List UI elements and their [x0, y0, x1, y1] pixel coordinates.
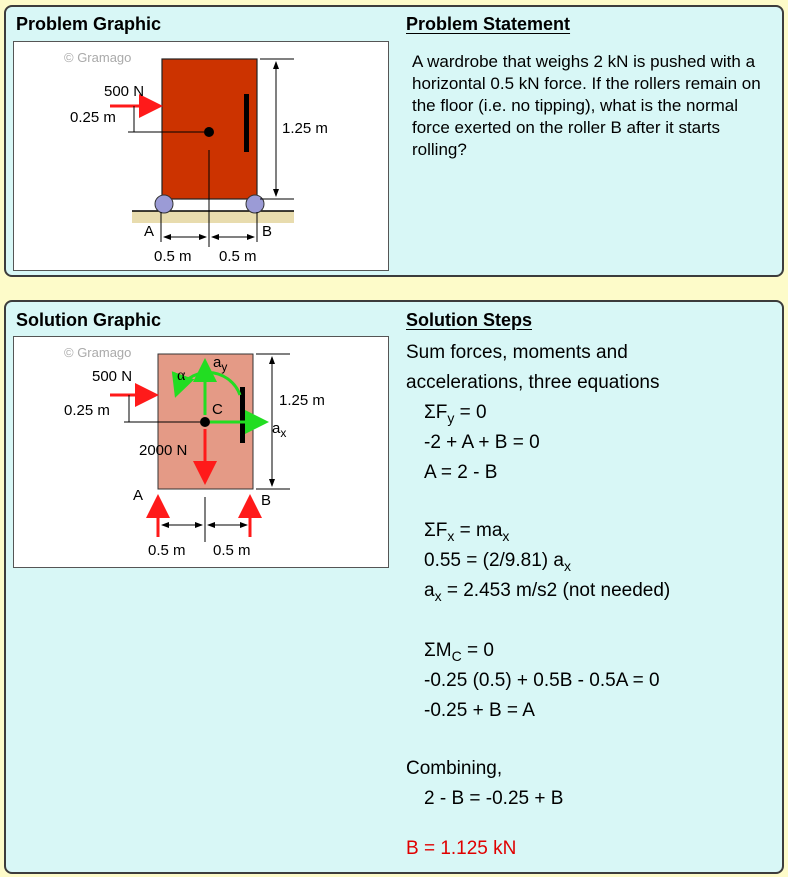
floor — [132, 211, 294, 223]
center-of-mass — [204, 127, 214, 137]
svg-text:ax — [272, 420, 286, 440]
step-sum-fy: $\Sigma F_y = 0$ — [424, 402, 487, 426]
dist-left-label: 0.5 m — [154, 248, 192, 265]
solution-steps-heading: Solution Steps — [406, 310, 532, 330]
problem-statement-heading: Problem Statement — [406, 14, 571, 34]
roller-a-label: A — [144, 223, 155, 240]
offset-label: 0.25 m — [70, 109, 116, 126]
ay-label: a — [213, 354, 222, 371]
fbd-force-label: 500 N — [92, 368, 133, 385]
step-eq-2: A = 2 - B — [424, 462, 498, 483]
step-eq-3: 0.55 = (2/9.81) $a_x$ — [424, 550, 571, 574]
solution-diagram — [14, 337, 390, 569]
force-label: 500 N — [104, 83, 145, 100]
dist-right-label: 0.5 m — [219, 248, 257, 265]
problem-diagram — [14, 42, 390, 272]
fbd-dist-left: 0.5 m — [148, 542, 186, 559]
center-label: C — [212, 401, 223, 418]
roller-b — [246, 195, 264, 213]
final-answer: B = 1.125 kN — [406, 838, 517, 859]
fbd-roller-a-label: A — [133, 487, 144, 504]
step-combining: Combining, — [406, 758, 503, 779]
roller-b-label: B — [262, 223, 273, 240]
step-eq-1: -2 + A + B = 0 — [424, 432, 540, 453]
fbd-roller-b-label: B — [261, 492, 272, 509]
step-eq-5: -0.25 (0.5) + 0.5B - 0.5A = 0 — [424, 670, 660, 691]
ax-subscript: x — [280, 426, 287, 440]
step-sum-fx: $\Sigma F_x = ma_x$ — [424, 520, 510, 544]
problem-graphic — [13, 41, 389, 271]
problem-graphic-heading: Problem Graphic — [16, 14, 162, 34]
fbd-handle — [240, 387, 245, 443]
solution-graphic — [13, 336, 389, 568]
alpha-label: α — [177, 367, 186, 384]
ay-subscript: y — [221, 360, 228, 374]
solution-steps — [406, 342, 778, 870]
step-eq-6: -0.25 + B = A — [424, 700, 535, 721]
wardrobe-handle — [244, 94, 249, 152]
solution-graphic-heading: Solution Graphic — [16, 310, 162, 330]
solution-copyright: © Gramago — [64, 345, 132, 360]
fbd-height-label: 1.25 m — [279, 392, 325, 409]
copyright-text: © Gramago — [64, 50, 132, 65]
roller-a — [155, 195, 173, 213]
solution-panel — [4, 300, 784, 874]
step-sum-mc: $\Sigma M_C = 0$ — [424, 640, 494, 664]
problem-panel — [4, 5, 784, 277]
weight-label: 2000 N — [139, 442, 188, 459]
step-eq-7: 2 - B = -0.25 + B — [424, 788, 564, 809]
step-intro-2: accelerations, three equations — [406, 372, 660, 393]
height-label: 1.25 m — [282, 120, 328, 137]
fbd-offset-label: 0.25 m — [64, 402, 110, 419]
step-intro-1: Sum forces, moments and — [406, 342, 628, 363]
ax-label: a — [272, 420, 281, 437]
center-point — [200, 417, 210, 427]
problem-statement-text: A wardrobe that weighs 2 kN is pushed with a horizontal 0.5 kN force. If the rollers remain on the floor (i.e. no tipping), what is the normal force exerted on the roller B after it starts rolling? — [412, 52, 761, 159]
step-eq-4: $a_x = 2.453$ m/s2 (not needed) — [424, 580, 671, 604]
fbd-dist-right: 0.5 m — [213, 542, 251, 559]
